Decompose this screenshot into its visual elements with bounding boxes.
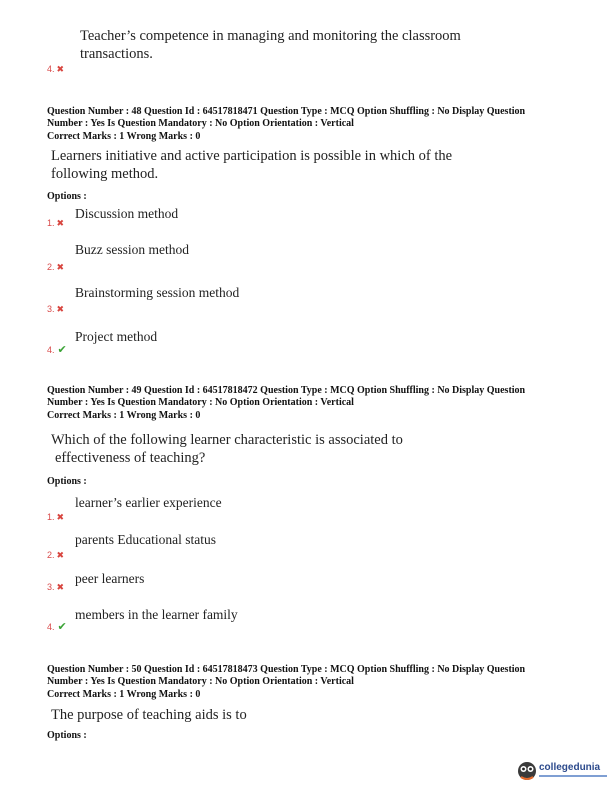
option-number: 4. [47, 622, 55, 632]
brand-name: collegedunia [539, 762, 601, 773]
question-header-line: Number : Yes Is Question Mandatory : No Option Orientation : Vertical [47, 396, 354, 408]
option-text: Project method [75, 329, 158, 344]
option-text: parents Educational status [75, 532, 216, 547]
cross-icon: ✖ [56, 583, 65, 593]
question-header-line: Question Number : 50 Question Id : 64517818473 Question Type : MCQ Option Shuffling : No Display Question [47, 664, 526, 675]
question-text-line: effectiveness of teaching? [55, 450, 206, 466]
question-header-line: Number : Yes Is Question Mandatory : No Option Orientation : Vertical [47, 117, 354, 129]
question-text-line: Which of the following learner characteristic is associated to [51, 432, 403, 448]
question-header [47, 106, 567, 143]
question-text-line: Learners initiative and active participation is possible in which of the [51, 148, 453, 164]
brand-tagline-bar [539, 775, 607, 777]
option-text: peer learners [75, 571, 145, 586]
option-marker [47, 617, 67, 635]
fragment-option-marker [47, 59, 64, 77]
option-number: 2. [47, 262, 55, 272]
option-text: Brainstorming session method [75, 285, 240, 300]
check-icon: ✔ [57, 620, 67, 633]
cross-icon: ✖ [56, 65, 65, 75]
fragment-line-2: transactions. [80, 46, 153, 62]
question-text [51, 431, 551, 467]
check-icon: ✔ [57, 343, 67, 356]
option-text: members in the learner family [75, 607, 238, 622]
option-text: Buzz session method [75, 242, 189, 257]
question-header-line: Number : Yes Is Question Mandatory : No Option Orientation : Vertical [47, 675, 354, 687]
option-text: learner’s earlier experience [75, 495, 222, 510]
question-text-line: following method. [51, 166, 159, 182]
option-number: 3. [47, 582, 55, 592]
options-label: Options : [47, 476, 87, 487]
marks-line: Correct Marks : 1 Wrong Marks : 0 [47, 131, 201, 142]
collegedunia-logo [517, 758, 609, 786]
owl-mascot-icon [517, 760, 537, 782]
option-marker [47, 577, 64, 595]
question-header-line: Question Number : 48 Question Id : 64517818471 Question Type : MCQ Option Shuffling : No Display Question [47, 106, 526, 117]
marks-line: Correct Marks : 1 Wrong Marks : 0 [47, 410, 201, 421]
question-text [51, 147, 551, 183]
options-label: Options : [47, 191, 87, 202]
option-text: Discussion method [75, 206, 179, 221]
option-number: 4. [47, 64, 55, 74]
options-label: Options : [47, 730, 87, 741]
question-header [47, 664, 567, 701]
option-4-text-fragment [80, 27, 560, 63]
question-header [47, 385, 567, 422]
option-number: 1. [47, 512, 55, 522]
cross-icon: ✖ [56, 551, 65, 561]
option-marker [47, 507, 64, 525]
option-marker [47, 213, 64, 231]
option-number: 2. [47, 550, 55, 560]
option-marker [47, 257, 64, 275]
cross-icon: ✖ [56, 219, 65, 229]
cross-icon: ✖ [56, 263, 65, 273]
option-number: 4. [47, 345, 55, 355]
question-header-line: Question Number : 49 Question Id : 64517818472 Question Type : MCQ Option Shuffling : No Display Question [47, 385, 526, 396]
option-marker [47, 299, 64, 317]
option-number: 3. [47, 304, 55, 314]
cross-icon: ✖ [56, 305, 65, 315]
cross-icon: ✖ [56, 513, 65, 523]
marks-line: Correct Marks : 1 Wrong Marks : 0 [47, 689, 201, 700]
option-marker [47, 340, 67, 358]
option-number: 1. [47, 218, 55, 228]
option-marker [47, 545, 64, 563]
fragment-line-1: Teacher’s competence in managing and monitoring the classroom [80, 28, 461, 44]
question-text: The purpose of teaching aids is to [51, 707, 247, 723]
